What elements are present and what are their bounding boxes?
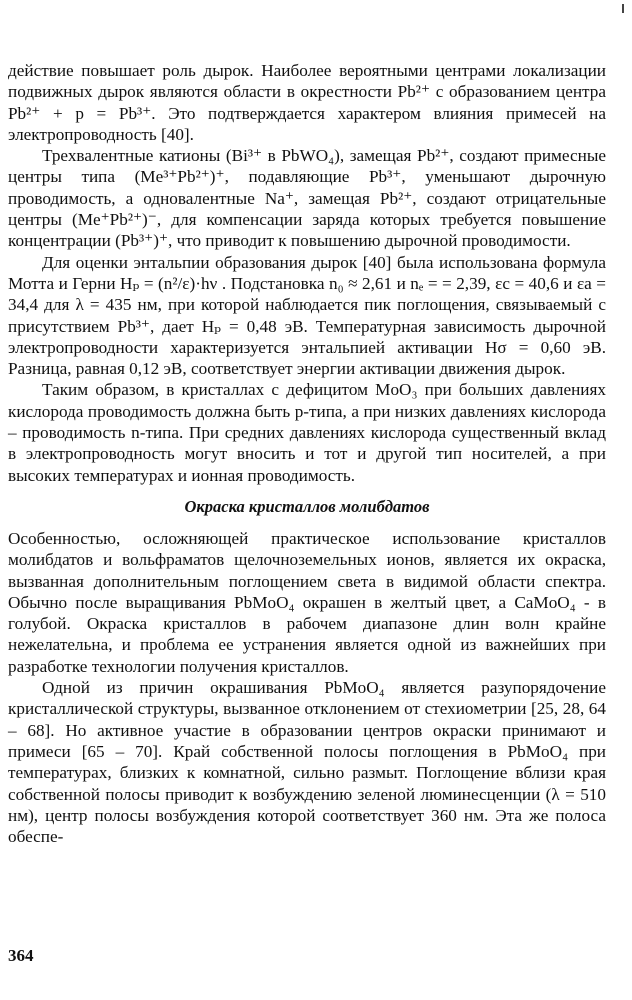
section-paragraph-2: Одной из причин окрашивания PbMoO₄ является разупорядочение кристаллической структуры, вызванное отклонением от стехиометрии [25, 28, 64 – 68]. Но активное участие в образовании центров окраски принимают и примеси [65 – 70]. Край собственной полосы поглощения в PbMoO₄ при температурах, близких к комнатной, сильно размыт. Поглощение вблизи края собственной полосы приводит к возбуждению зеленой люминесценции (λ = 510 нм), центр полосы возбуждения которой соответствует 360 нм. Эта же полоса обеспе-: [8, 678, 606, 847]
paragraph-3: Для оценки энтальпии образования дырок [40] была использована формула Мотта и Герни Hₚ = (n²/ε)·hν . Подстановка n₀ ≈ 2,61 и nₑ = = 2,39, εc = 40,6 и εa = 34,4 для λ = 435 нм, при которой наблюдается пик поглощения, связываемый с присутствием Pb³⁺, дает Hₚ = 0,48 эВ. Температурная зависимость дырочной электропроводности характеризуется энтальпией активации Hσ = 0,60 эВ. Разница, равная 0,12 эВ, соответствует энергии активации движения дырок.: [8, 252, 606, 379]
page-edge-mark: [622, 4, 624, 13]
section-paragraph-1: Особенностью, осложняющей практическое использование кристаллов молибдатов и вольфраматов щелочноземельных ионов, является их окраска, вызванная дополнительным поглощением света в видимой области спектра. Обычно после выращивания PbMoO₄ окрашен в желтый цвет, а CaMoO₄ - в голубой. Окраска кристаллов в рабочем диапазоне длин волн крайне нежелательна, и проблема ее устранения является одной из важнейших при разработке технологии получения кристаллов.: [8, 528, 606, 676]
page-number: 364: [8, 946, 34, 965]
document-page: [8, 60, 606, 847]
paragraph-4: Таким образом, в кристаллах с дефицитом MoO₃ при больших давлениях кислорода проводимость должна быть p-типа, а при низких давлениях кислорода – проводимость n-типа. При средних давлениях кислорода существенный вклад в электропроводность могут вносить и тот и другой тип носителей, а при высоких температурах и ионная проводимость.: [8, 380, 606, 485]
section-heading: Окраска кристаллов молибдатов: [184, 496, 430, 516]
paragraph-2: Трехвалентные катионы (Bi³⁺ в PbWO₄), замещая Pb²⁺, создают примесные центры типа (Me³⁺Pb²⁺)⁺, подавляющие Pb³⁺, уменьшают дырочную проводимость, а одновалентные Na⁺, замещая Pb²⁺, создают отрицательные центры (Me⁺Pb²⁺)⁻, для компенсации заряда которых требуется повышение концентрации (Pb³⁺)⁺, что приводит к повышению дырочной проводимости.: [8, 146, 606, 251]
paragraph-1: действие повышает роль дырок. Наиболее вероятными центрами локализации подвижных дырок являются области в окрестности Pb²⁺ с образованием центра Pb²⁺ + p = Pb³⁺. Это подтверждается характером влияния примесей на электропроводность [40].: [8, 61, 606, 144]
